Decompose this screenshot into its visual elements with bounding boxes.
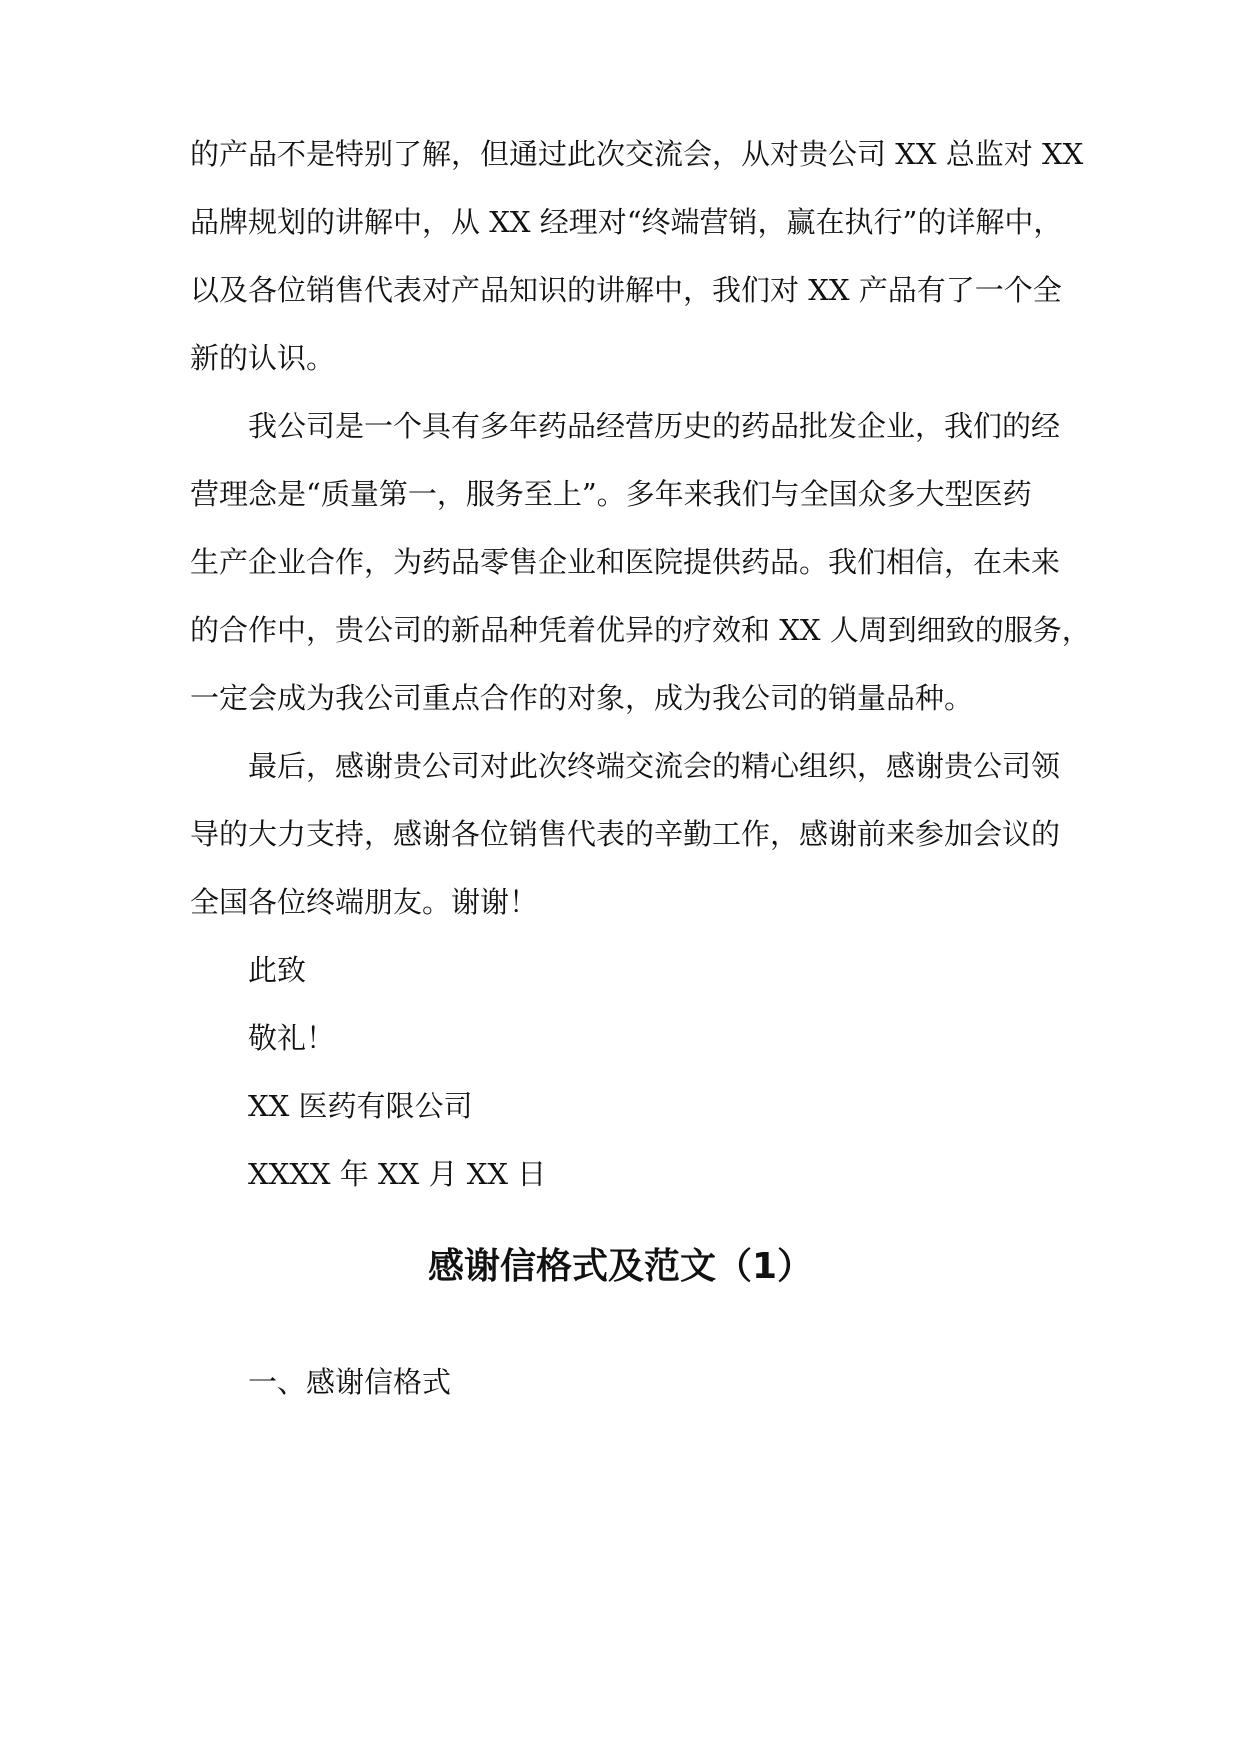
text-line-2: 品牌规划的讲解中，从 XX 经理对“终端营销，赢在执行”的详解中，: [190, 205, 1063, 239]
letter-date: XXXX 年 XX 月 XX 日: [248, 1157, 547, 1191]
section-title: 感谢信格式及范文（1）: [427, 1246, 814, 1287]
text-line-4: 新的认识。: [190, 341, 336, 375]
text-line-12: 全国各位终端朋友。谢谢！: [190, 885, 539, 919]
text-line-3: 以及各位销售代表对产品知识的讲解中，我们对 XX 产品有了一个全: [190, 273, 1062, 307]
text-line-11: 导的大力支持，感谢各位销售代表的辛勤工作，感谢前来参加会议的: [190, 817, 1061, 851]
text-line-1: 的产品不是特别了解，但通过此次交流会，从对贵公司 XX 总监对 XX: [190, 137, 1084, 171]
subheading: 一、感谢信格式: [248, 1365, 452, 1399]
salute-text: 敬礼！: [248, 1021, 336, 1055]
text-line-10: 最后，感谢贵公司对此次终端交流会的精心组织，感谢贵公司领: [248, 749, 1061, 783]
closing-text: 此致: [248, 953, 307, 987]
text-line-9: 一定会成为我公司重点合作的对象，成为我公司的销量品种。: [190, 681, 974, 715]
text-line-7: 生产企业合作，为药品零售企业和医院提供药品。我们相信，在未来: [190, 545, 1061, 579]
text-line-8: 的合作中，贵公司的新品种凭着优异的疗效和 XX 人周到细致的服务，: [190, 613, 1091, 647]
company-name: XX 医药有限公司: [248, 1089, 473, 1123]
text-line-5: 我公司是一个具有多年药品经营历史的药品批发企业，我们的经: [248, 409, 1061, 443]
text-line-6: 营理念是“质量第一，服务至上”。多年来我们与全国众多大型医药: [190, 477, 1032, 511]
